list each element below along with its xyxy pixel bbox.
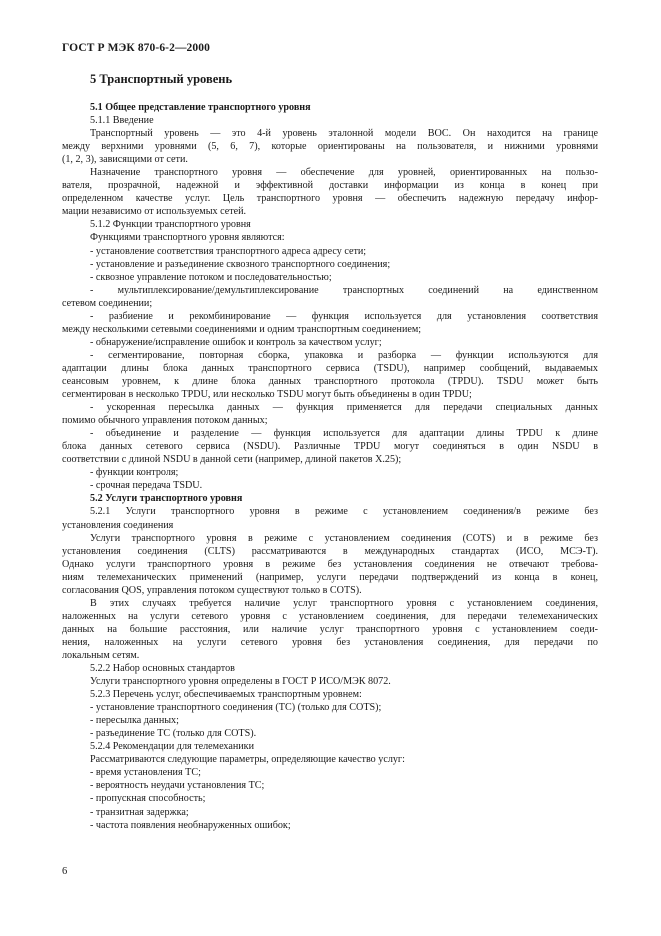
text-line: В этих случаях требуется наличие услуг транспортного уровня с установлением соединения, <box>90 597 598 609</box>
text-line: адаптации длины блока данных транспортного сервиса (TSDU), например сообщений, выдаваемых <box>62 362 598 374</box>
text-line: между верхними уровнями (5, 6, 7), которые ориентированы на пользователя, и нижними уровнями <box>62 141 598 153</box>
text-line: 5.1.1 Введение <box>90 115 154 127</box>
text-line: блока данных сетевого сервиса (NSDU). Различные TPDU могут соединяться в один NSDU в <box>62 441 598 453</box>
subsection-heading: 5.1 Общее представление транспортного уровня <box>90 102 311 113</box>
text-line: 5.2.2 Набор основных стандартов <box>90 663 235 675</box>
text-line: 5.2.1 Услуги транспортного уровня в режиме с установлением соединения/в режиме без <box>90 506 598 518</box>
text-line: 5.2.3 Перечень услуг, обеспечиваемых транспортным уровнем: <box>90 689 362 701</box>
text-line: - мультиплексирование/демультиплексирование транспортных соединений на единственном <box>90 284 598 296</box>
text-line: - сквозное управление потоком и последовательностью; <box>90 271 332 283</box>
text-line: - частота появления необнаруженных ошибок; <box>90 819 291 831</box>
text-line: - сегментирование, повторная сборка, упаковка и разборка — функции используются для <box>90 349 598 361</box>
text-line: - функции контроля; <box>90 467 179 479</box>
running-header: ГОСТ Р МЭК 870-6-2—2000 <box>62 42 210 54</box>
section-title: 5 Транспортный уровень <box>90 72 233 86</box>
text-line: согласования QOS, управления потоком существуют только в COTS). <box>62 584 362 596</box>
text-line: - обнаружение/исправление ошибок и контроль за качеством услуг; <box>90 336 382 348</box>
text-line: - пересылка данных; <box>90 715 179 727</box>
text-line: - время установления TC; <box>90 767 201 779</box>
text-line: установления соединения <box>62 519 174 531</box>
text-line: 5.2.4 Рекомендации для телемеханики <box>90 741 255 753</box>
text-line: - установление соответствия транспортного адреса адресу сети; <box>90 245 367 257</box>
subsection-heading: 5.2 Услуги транспортного уровня <box>90 493 243 505</box>
text-line: Назначение транспортного уровня — обеспечение для уровней, ориентированных на пользо- <box>90 167 598 179</box>
text-line: - разъединение TC (только для COTS). <box>90 728 257 740</box>
text-line: - объединение и разделение — функция используется для адаптации длины TPDU к длине <box>90 428 598 440</box>
text-line: - транзитная задержка; <box>90 806 189 818</box>
text-line: установления соединения (CLTS) рассматриваются в международных стандартах (ИСО, МСЭ-Т). <box>62 545 598 557</box>
text-line: Услуги транспортного уровня в режиме с установлением соединения (COTS) и в режиме без <box>90 532 598 544</box>
text-line: - вероятность неудачи установления TC; <box>90 780 265 792</box>
text-line: - срочная передача TSDU. <box>90 480 203 492</box>
text-line: между несколькими сетевыми соединениями и одним транспортным соединением; <box>62 323 422 335</box>
text-line: ниям телемеханических применений (например, услуги передачи подтверждений из конца в конец, <box>62 571 598 583</box>
text-line: Рассматриваются следующие параметры, определяющие качество услуг: <box>90 754 405 766</box>
body-text <box>62 101 598 832</box>
text-line: Услуги транспортного уровня определены в ГОСТ Р ИСО/МЭК 8072. <box>90 676 391 688</box>
text-line: сегментирован в несколько TPDU, или несколько TSDU могут быть объединены в один TPDU; <box>62 389 472 401</box>
text-line: - разбиение и рекомбинирование — функция используется для установления соответствия <box>90 310 598 322</box>
text-line: соответствии с длиной NSDU в данной сети (например, длиной пакетов X.25); <box>62 454 402 466</box>
text-line: сетевом соединении; <box>62 297 153 309</box>
text-line: - установление транспортного соединения (TC) (только для COTS); <box>90 702 382 714</box>
text-line: (1, 2, 3), зависящими от сети. <box>62 154 188 166</box>
text-line: Однако услуги транспортного уровня в режиме без установления соединения не отвечают требова- <box>62 558 598 570</box>
text-line: Транспортный уровень — это 4-й уровень эталонной модели ВОС. Он находится на границе <box>90 128 598 140</box>
text-line: наложенных на услуги сетевого уровня с установлением соединения, для передачи телемеханических <box>62 610 598 622</box>
text-line: локальным сетям. <box>62 649 140 661</box>
text-line: нения, наложенных на услуги сетевого уровня без установления соединения, для передачи по <box>62 636 598 648</box>
page-number: 6 <box>62 866 68 877</box>
text-line: Функциями транспортного уровня являются: <box>90 232 285 244</box>
text-line: - ускоренная пересылка данных — функция применяется для передачи специальных данных <box>90 402 598 414</box>
text-line: - пропускная способность; <box>90 793 206 805</box>
text-line: 5.1.2 Функции транспортного уровня <box>90 219 251 231</box>
text-line: - установление и разъединение сквозного транспортного соединения; <box>90 258 391 270</box>
text-line: определенном качестве услуг. Цель транспортного уровня — обеспечить надежную передачу инфор- <box>62 193 598 205</box>
text-line: данных на большие расстояния, или наличие услуг транспортного уровня с установлением соеди- <box>62 623 598 635</box>
text-line: помимо обычного управления потоком данных; <box>62 415 268 427</box>
text-line: мации независимо от используемых сетей. <box>62 206 247 218</box>
text-line: вателя, прозрачной, надежной и эффективной доставки информации из конца в конец при <box>62 180 598 192</box>
text-line: сеансовым уровнем, к длине блока данных транспортного протокола (TPDU). TSDU может быть <box>62 375 598 387</box>
